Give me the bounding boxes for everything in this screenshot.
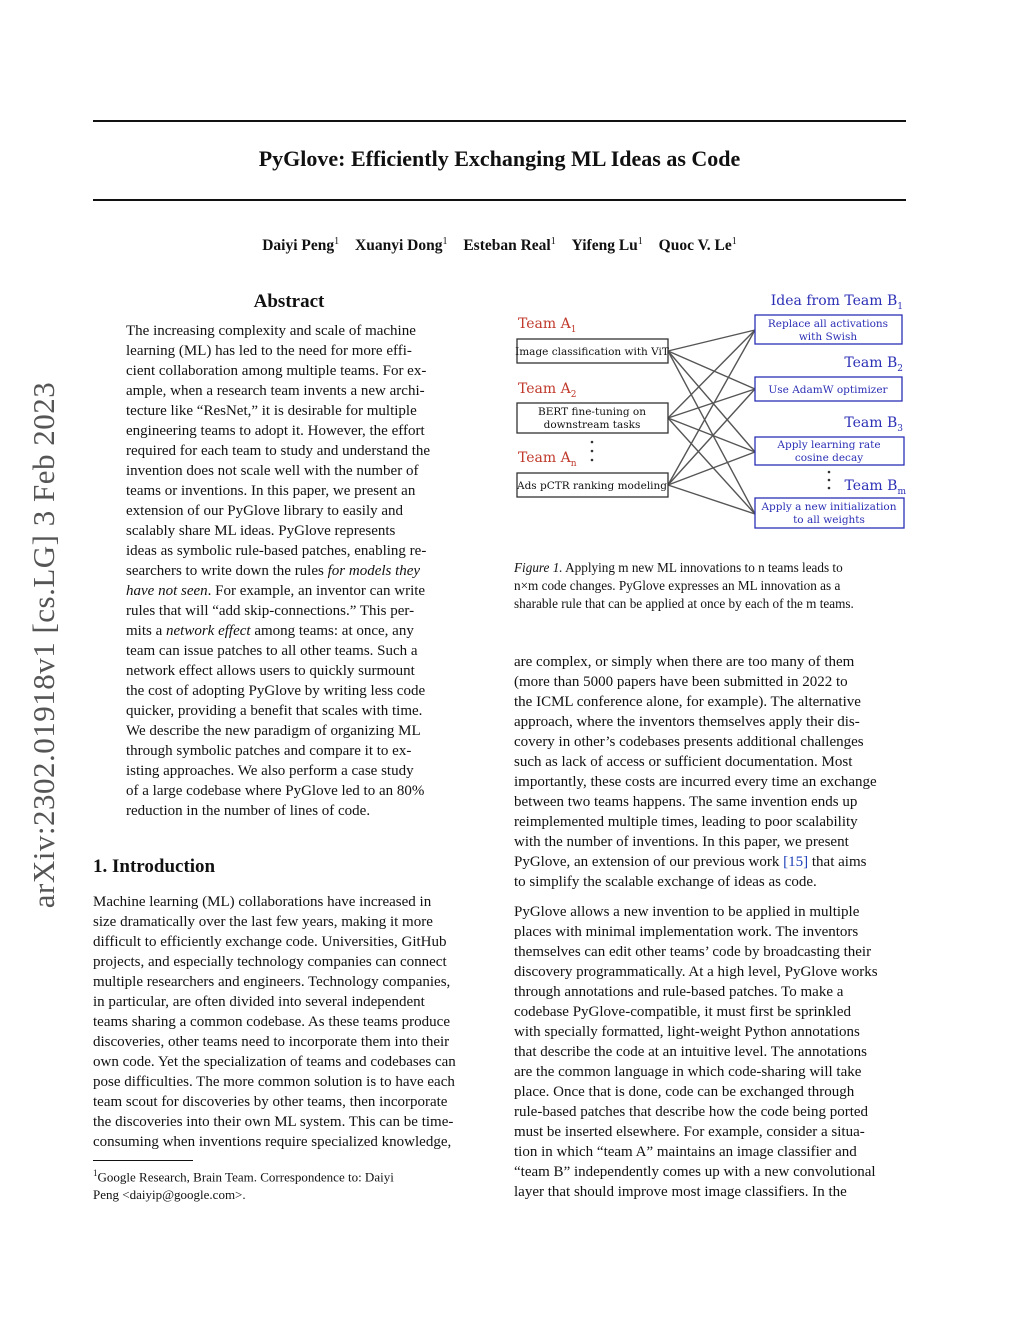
text-line: between two teams happens. The same invention ends up xyxy=(514,794,858,810)
text-line: ideas as symbolic rule-based patches, enabling re- xyxy=(126,543,427,559)
text-line: themselves can edit other teams’ code by broadcasting their xyxy=(514,944,872,960)
text-line: covery in other’s codebases presents additional challenges xyxy=(514,734,864,750)
team-bm-label: Team $B_m$ xyxy=(844,478,906,497)
text-line: the discoveries into their own ML system. This can be time- xyxy=(93,1114,454,1130)
text-line: The increasing complexity and scale of machine xyxy=(126,323,416,339)
text-line: to simplify the scalable exchange of ideas as code. xyxy=(514,874,817,890)
text-line: are complex, or simply when there are too many of them xyxy=(514,654,855,670)
footnote-rule xyxy=(93,1160,193,1161)
author: Quoc V. Le$^1$ xyxy=(658,236,737,255)
author-list xyxy=(93,236,906,255)
text-line: difficult to efficiently exchange code. Universities, GitHub xyxy=(93,934,447,950)
connection-line xyxy=(668,330,755,351)
author: Yifeng Lu$^1$ xyxy=(571,236,643,255)
vertical-ellipsis-right xyxy=(828,471,831,490)
text-line: We describe the new paradigm of organizing ML xyxy=(126,723,421,739)
text-line: must be inserted elsewhere. For example, consider a situa- xyxy=(514,1124,865,1140)
text-line: (more than 5000 papers have been submitted in 2022 to xyxy=(514,674,848,690)
team-an-task-label: Ads pCTR ranking modeling xyxy=(516,480,668,492)
text-line: layer that should improve most image classifiers. In the xyxy=(514,1184,847,1200)
text-line: quicker, providing a benefit that scales with time. xyxy=(126,703,423,719)
citation-link[interactable]: [15] xyxy=(783,854,809,870)
author: Daiyi Peng$^1$ xyxy=(262,236,340,255)
team-an-label: Team $A_n$ xyxy=(518,450,577,469)
idea-box-label: Apply learning rate xyxy=(777,439,881,451)
idea-box-label: Apply a new initialization xyxy=(761,501,897,513)
text-line: ample, when a research team invents a new archi- xyxy=(126,383,425,399)
text-line: discovery programmatically. At a high level, PyGlove works xyxy=(514,964,878,980)
text-line: that describe the code at an intuitive level. The annotations xyxy=(514,1044,867,1060)
caption-label: Figure 1. xyxy=(514,560,563,575)
idea-box-label: Use AdamW optimizer xyxy=(768,384,888,396)
abstract-body xyxy=(126,321,452,821)
text-line: approach, where the inventors themselves apply their dis- xyxy=(514,714,860,730)
text-line: pose difficulties. The more common solution is to have each xyxy=(93,1074,455,1090)
idea-from-team-b1-label: Idea from Team $B_1$ xyxy=(770,293,903,312)
team-a2-label: Team $A_2$ xyxy=(518,381,577,400)
text-line: teams or inventions. In this paper, we present an xyxy=(126,483,416,499)
figure-1-caption xyxy=(514,559,906,613)
idea-box-label: cosine decay xyxy=(794,452,864,464)
text-line: “team B” independently comes up with a new convolutional xyxy=(514,1164,876,1180)
text-line: with specially formatted, light-weight Python annotations xyxy=(514,1024,860,1040)
right-column-paragraph-1 xyxy=(514,652,906,892)
idea-box-label: to all weights xyxy=(793,514,865,526)
text-line: PyGlove allows a new invention to be applied in multiple xyxy=(514,904,860,920)
text-line: reimplemented multiple times, leading to poor scalability xyxy=(514,814,858,830)
connection-line xyxy=(668,452,755,485)
abstract-heading: Abstract xyxy=(253,291,325,312)
text-line: PyGlove, an extension of our previous work [15] that aims xyxy=(514,854,867,870)
idea-box-label: Replace all activations xyxy=(767,318,889,330)
text-line: team can issue patches to all other teams. Such a xyxy=(126,643,418,659)
introduction-body xyxy=(93,892,485,1152)
text-line: such as lack of access or sufficient documentation. Most xyxy=(514,754,853,770)
footnote-line: $^1$Google Research, Brain Team. Correspondence to: Daiyi xyxy=(93,1168,394,1185)
connection-line xyxy=(668,418,755,452)
italic-phrase: network effect xyxy=(166,623,251,639)
connection-line xyxy=(668,351,755,389)
text-line: are the common language in which code-sharing will take xyxy=(514,1064,862,1080)
text-line: size dramatically over the last few years, making it more xyxy=(93,914,433,930)
text-line: tecture like “ResNet,” it is desirable for multiple xyxy=(126,403,417,419)
text-line: Machine learning (ML) collaborations have increased in xyxy=(93,894,432,910)
text-line: the ICML conference alone, for example). The alternative xyxy=(514,694,861,710)
text-line: isting approaches. We also perform a case study xyxy=(126,763,414,779)
text-line: with the number of inventions. In this paper, we present xyxy=(514,834,849,850)
right-column-paragraph-2 xyxy=(514,902,906,1202)
text-line: cient collaboration among multiple teams. For ex- xyxy=(126,363,427,379)
text-line: through symbolic patches and compare it to ex- xyxy=(126,743,412,759)
text-line: through annotations and rule-based patches. To make a xyxy=(514,984,844,1000)
text-line: projects, and especially technology companies can connect xyxy=(93,954,447,970)
text-line: team scout for discoveries by other teams, then incorporate xyxy=(93,1094,448,1110)
top-rule xyxy=(93,120,906,122)
text-line: multiple researchers and engineers. Technology companies, xyxy=(93,974,451,990)
team-a2-task-label: BERT fine-tuning on xyxy=(538,406,646,418)
caption-line: Figure 1. Applying m new ML innovations to n teams leads to xyxy=(514,560,843,575)
caption-line: sharable rule that can be applied at once by each of the m teams. xyxy=(514,596,854,611)
text-line: own code. Yet the specialization of teams and codebases can xyxy=(93,1054,456,1070)
footnote xyxy=(93,1164,485,1204)
section-heading-introduction: 1. Introduction xyxy=(93,856,216,877)
text-line: rule-based patches that describe how the code being ported xyxy=(514,1104,869,1120)
text-line: have not seen. For example, an inventor can write xyxy=(126,583,426,599)
team-b3-label: Team $B_3$ xyxy=(844,415,903,434)
text-line: searchers to write down the rules for models they xyxy=(126,563,421,579)
text-line: codebase PyGlove-compatible, it must first be sprinkled xyxy=(514,1004,852,1020)
text-line: rules that will “add skip-connections.” This per- xyxy=(126,603,415,619)
caption-line: n×m code changes. PyGlove expresses an ML innovation as a xyxy=(514,578,841,593)
text-line: extension of our PyGlove library to easily and xyxy=(126,503,404,519)
italic-phrase: for models they xyxy=(323,563,421,579)
text-line: places with minimal implementation work. The inventors xyxy=(514,924,859,940)
text-line: network effect allows users to quickly surmount xyxy=(126,663,415,679)
title-bottom-rule xyxy=(93,199,906,201)
text-line: reduction in the number of lines of code. xyxy=(126,803,371,819)
text-line: the cost of adopting PyGlove by writing less code xyxy=(126,683,426,699)
italic-phrase: have not seen xyxy=(126,583,208,599)
connection-line xyxy=(668,330,755,485)
team-a2-task-label: downstream tasks xyxy=(543,419,641,431)
text-line: of a large codebase where PyGlove led to an 80% xyxy=(126,783,425,799)
vertical-ellipsis-left xyxy=(591,441,594,462)
idea-box-label: with Swish xyxy=(798,331,858,343)
team-a1-task-label: Image classification with ViT xyxy=(515,346,669,358)
text-line: learning (ML) has led to the need for more effi- xyxy=(126,343,412,359)
figure-1-diagram xyxy=(510,288,910,538)
text-line: discoveries, other teams need to incorporate them into their xyxy=(93,1034,450,1050)
text-line: place. Once that is done, code can be exchanged through xyxy=(514,1084,855,1100)
text-line: invention does not scale well with the number of xyxy=(126,463,419,479)
figure-1 xyxy=(510,288,910,538)
text-line: in particular, are often divided into several independent xyxy=(93,994,425,1010)
text-line: importantly, these costs are incurred every time an exchange xyxy=(514,774,877,790)
arxiv-stamp: arXiv:2302.01918v1 [cs.LG] 3 Feb 2023 xyxy=(26,381,61,909)
connection-lines xyxy=(668,330,755,514)
text-line: teams sharing a common codebase. As these teams produce xyxy=(93,1014,450,1030)
text-line: consuming when inventions require specialized knowledge, xyxy=(93,1134,452,1150)
text-line: scalably share ML ideas. PyGlove represents xyxy=(126,523,396,539)
footnote-line: Peng <daiyip@google.com>. xyxy=(93,1187,246,1203)
text-line: tion in which “team A” maintains an image classifier and xyxy=(514,1144,857,1160)
text-line: engineering teams to adopt it. However, the effort xyxy=(126,423,425,439)
author: Xuanyi Dong$^1$ xyxy=(355,236,448,255)
text-line: mits a network effect among teams: at once, any xyxy=(126,623,414,639)
paper-title: PyGlove: Efficiently Exchanging ML Ideas as Code xyxy=(258,146,741,171)
team-b2-label: Team $B_2$ xyxy=(844,355,903,374)
team-a1-label: Team $A_1$ xyxy=(518,316,577,335)
author: Esteban Real$^1$ xyxy=(463,236,556,255)
text-line: required for each team to study and understand the xyxy=(126,443,431,459)
